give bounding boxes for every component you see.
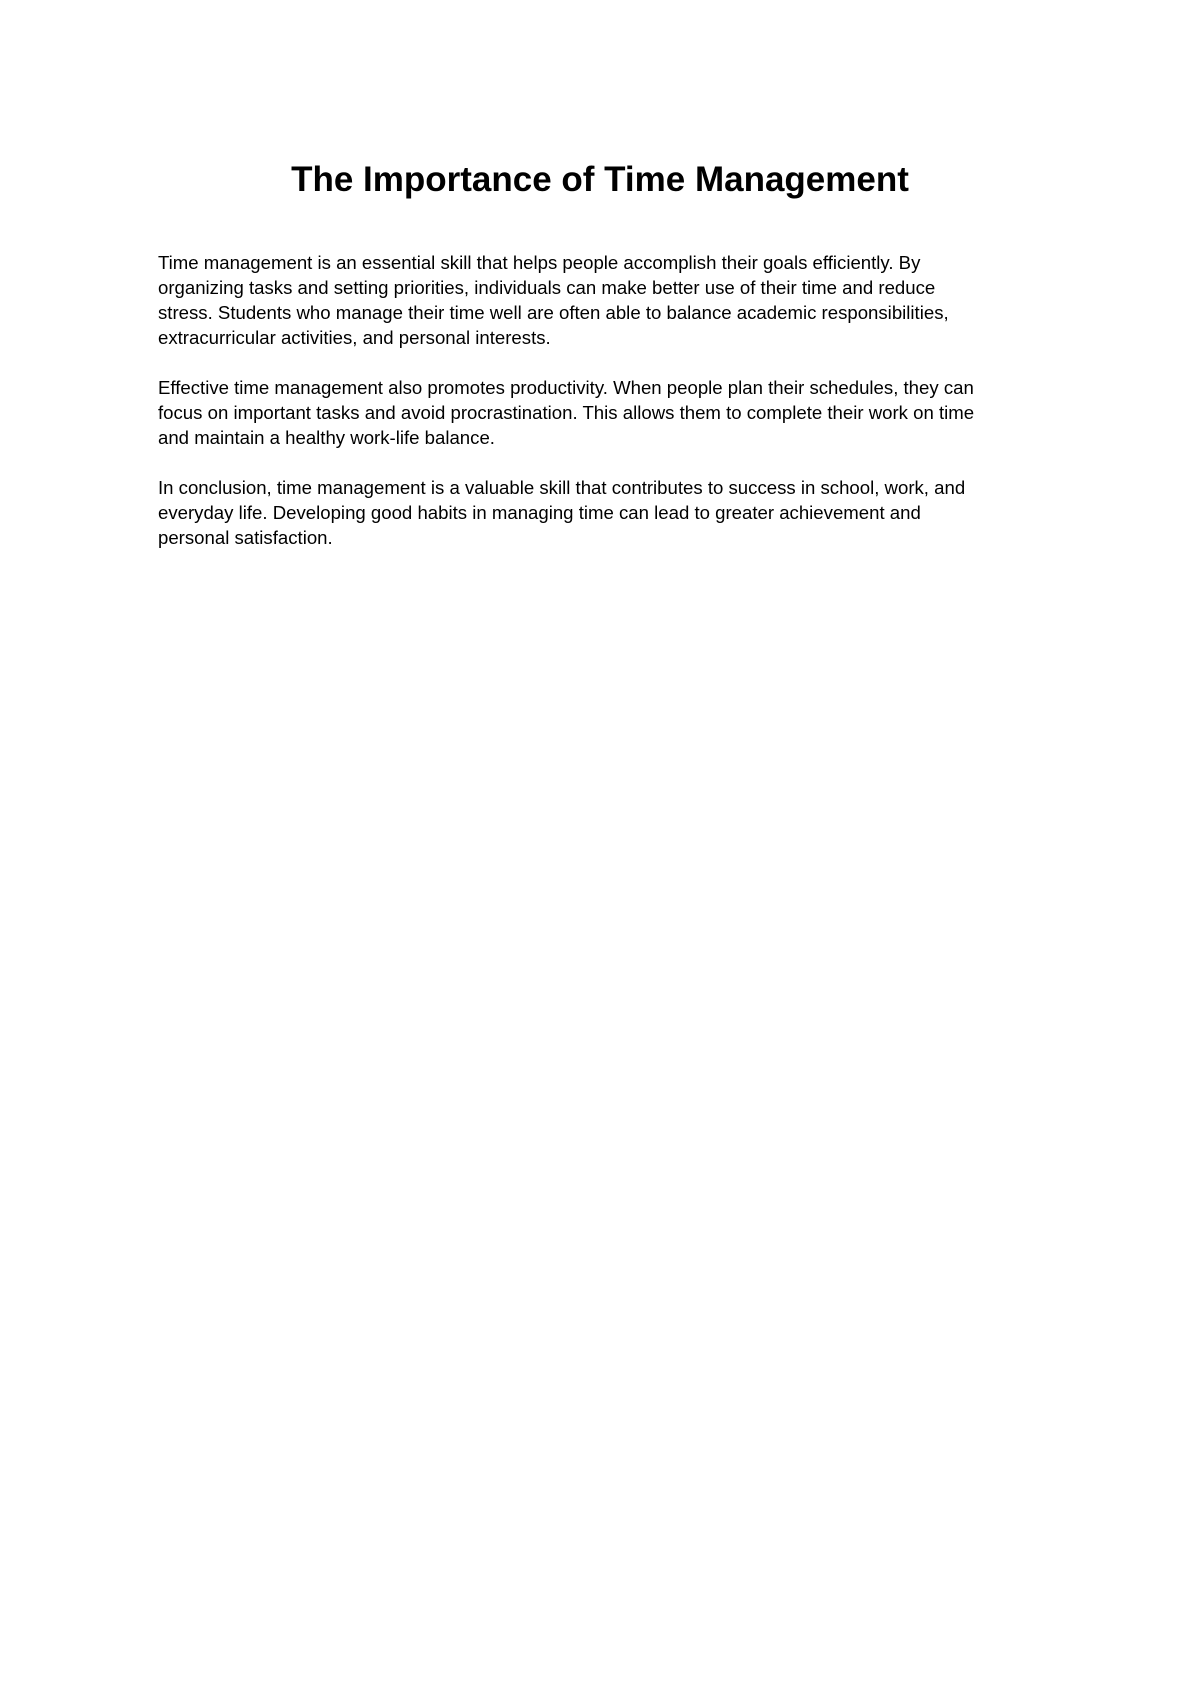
paragraph-line: extracurricular activities, and personal interests.	[158, 327, 551, 348]
paragraph-line: focus on important tasks and avoid procrastination. This allows them to complete their work on time	[158, 402, 975, 423]
paragraph-line: Effective time management also promotes productivity. When people plan their schedules, they can	[158, 377, 974, 398]
paragraph-line: everyday life. Developing good habits in managing time can lead to greater achievement and	[158, 502, 921, 523]
paragraph-line: organizing tasks and setting priorities, individuals can make better use of their time and reduce	[158, 277, 936, 298]
paragraph-line: and maintain a healthy work-life balance.	[158, 427, 495, 448]
document-body	[158, 250, 1058, 575]
document-title: The Importance of Time Management	[291, 160, 909, 199]
paragraph-line: stress. Students who manage their time well are often able to balance academic responsibilities,	[158, 302, 949, 323]
paragraph-conclusion	[158, 475, 1058, 550]
paragraph-introduction	[158, 250, 1058, 350]
paragraph-productivity	[158, 375, 1058, 450]
paragraph-line: In conclusion, time management is a valuable skill that contributes to success in school, work, and	[158, 477, 966, 498]
paragraph-line: personal satisfaction.	[158, 527, 333, 548]
paragraph-line: Time management is an essential skill that helps people accomplish their goals efficiently. By	[158, 252, 921, 273]
